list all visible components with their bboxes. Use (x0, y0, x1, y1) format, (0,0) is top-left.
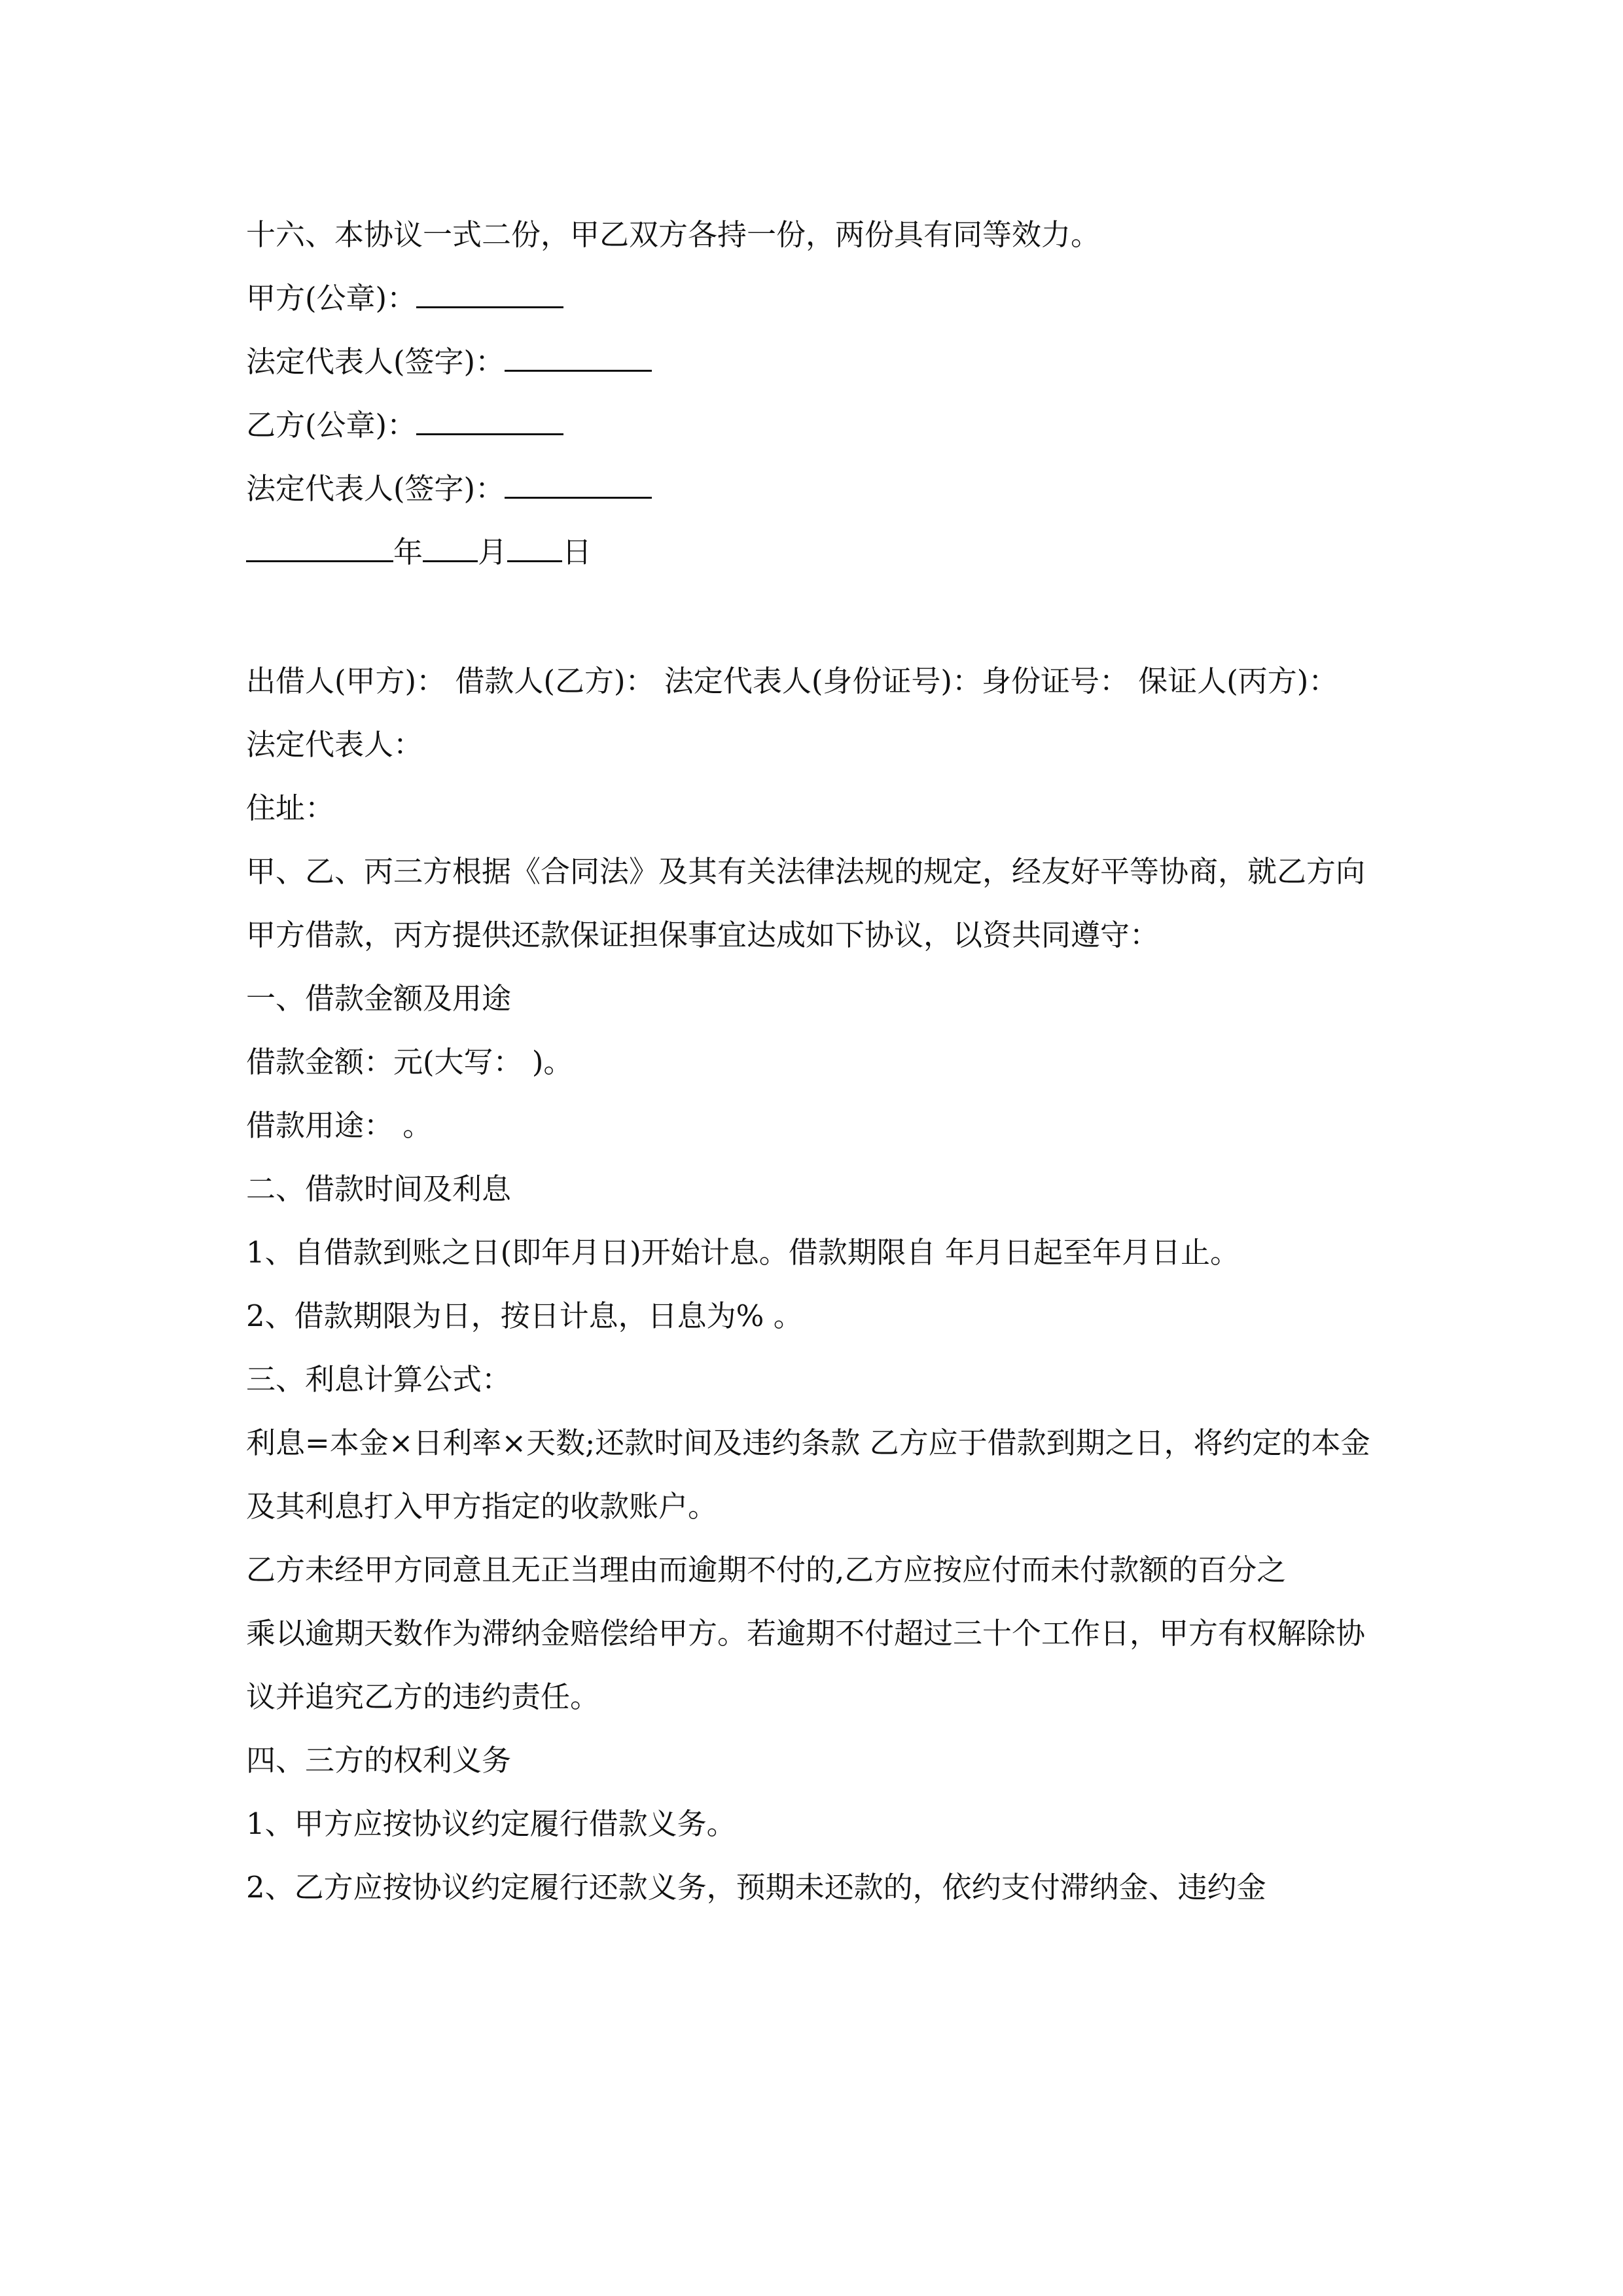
party-a-rep-blank (505, 345, 652, 372)
party-b-rep-label: 法定代表人(签字)： (246, 471, 505, 506)
year-blank (246, 535, 393, 562)
month-blank (423, 535, 478, 562)
year-label: 年 (393, 535, 423, 569)
party-b-seal-line (246, 393, 1382, 457)
document-body (246, 203, 1382, 1919)
section-heading-1: 一、借款金额及用途 (246, 981, 512, 1016)
section-gap (246, 584, 1382, 649)
interest-formula-paragraph: 利息=本金×日利率×天数;还款时间及违约条款 乙方应于借款到期之日，将约定的本金及其利息打入甲方指定的收款账户。 (246, 1426, 1370, 1524)
party-a-rep-signature-line (246, 330, 1382, 393)
party-a-seal-line (246, 266, 1382, 330)
party-b-obligation: 2、乙方应按协议约定履行还款义务，预期未还款的，依约支付滞纳金、违约金 (246, 1870, 1266, 1905)
party-a-seal-blank (416, 281, 563, 308)
address-label: 住址： (246, 791, 335, 825)
date-line (246, 520, 1382, 584)
party-b-rep-signature-line (246, 457, 1382, 520)
section-heading-3: 三、利息计算公式： (246, 1362, 512, 1397)
penalty-paragraph: 乘以逾期天数作为滞纳金赔偿给甲方。若逾期不付超过三十个工作日，甲方有权解除协议并追究乙方的违约责任。 (246, 1616, 1366, 1714)
preamble-paragraph: 甲、乙、丙三方根据《合同法》及其有关法律法规的规定，经友好平等协商，就乙方向甲方借款，丙方提供还款保证担保事宜达成如下协议，以资共同遵守： (246, 854, 1366, 952)
day-label: 日 (562, 535, 592, 569)
party-b-rep-blank (505, 472, 652, 499)
section-heading-4: 四、三方的权利义务 (246, 1743, 512, 1778)
party-a-seal-label: 甲方(公章)： (246, 281, 417, 315)
section-heading-2: 二、借款时间及利息 (246, 1172, 512, 1206)
interest-start-clause: 1、自借款到账之日(即年月日)开始计息。借款期限自 年月日起至年月日止。 (246, 1235, 1240, 1270)
late-payment-paragraph: 乙方未经甲方同意且无正当理由而逾期不付的,乙方应按应付而未付款额的百分之 (246, 1552, 1287, 1587)
loan-purpose-line: 借款用途： 。 (246, 1108, 433, 1143)
party-a-rep-label: 法定代表人(签字)： (246, 344, 505, 379)
legal-rep-label: 法定代表人： (246, 727, 423, 762)
loan-amount-line: 借款金额：元(大写： )。 (246, 1045, 573, 1079)
loan-term-clause: 2、借款期限为日，按日计息，日息为% 。 (246, 1299, 803, 1333)
party-b-seal-label: 乙方(公章)： (246, 408, 417, 442)
day-blank (507, 535, 562, 562)
parties-header: 出借人(甲方)： 借款人(乙方)： 法定代表人(身份证号)：身份证号： 保证人(丙方)： (246, 664, 1338, 698)
clause-sixteen: 十六、本协议一式二份，甲乙双方各持一份，两份具有同等效力。 (246, 217, 1101, 252)
party-a-obligation: 1、甲方应按协议约定履行借款义务。 (246, 1806, 736, 1841)
month-label: 月 (478, 535, 508, 569)
party-b-seal-blank (416, 408, 563, 435)
